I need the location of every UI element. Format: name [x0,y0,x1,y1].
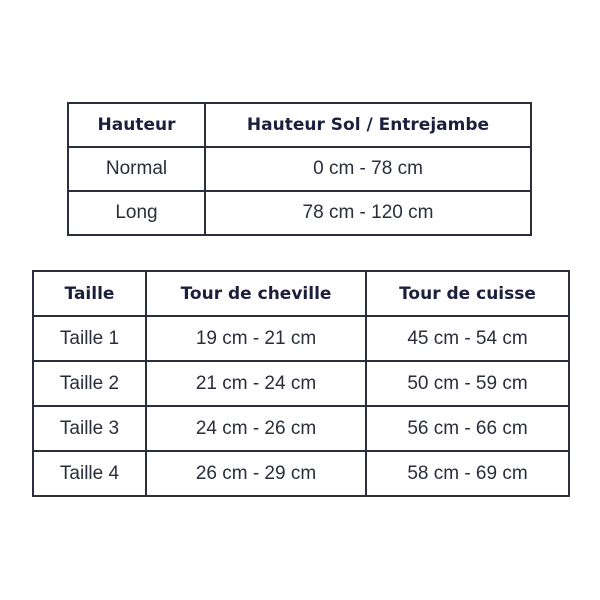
size-name-cell: Taille 3 [33,406,146,451]
height-name-cell: Long [68,191,205,235]
ankle-range-cell: 21 cm - 24 cm [146,361,366,406]
thigh-range-cell: 56 cm - 66 cm [366,406,569,451]
height-table [67,102,532,236]
size-name-cell: Taille 2 [33,361,146,406]
column-header-inseam: Hauteur Sol / Entrejambe [205,103,531,147]
table-header-row [33,271,569,316]
table-row [33,406,569,451]
column-header-ankle: Tour de cheville [146,271,366,316]
size-table [32,270,570,497]
ankle-range-cell: 24 cm - 26 cm [146,406,366,451]
size-name-cell: Taille 4 [33,451,146,496]
thigh-range-cell: 58 cm - 69 cm [366,451,569,496]
table-row [68,147,531,191]
table-row [68,191,531,235]
table-row [33,361,569,406]
ankle-range-cell: 26 cm - 29 cm [146,451,366,496]
inseam-range-cell: 0 cm - 78 cm [205,147,531,191]
table-row [33,451,569,496]
thigh-range-cell: 45 cm - 54 cm [366,316,569,361]
ankle-range-cell: 19 cm - 21 cm [146,316,366,361]
inseam-range-cell: 78 cm - 120 cm [205,191,531,235]
column-header-thigh: Tour de cuisse [366,271,569,316]
thigh-range-cell: 50 cm - 59 cm [366,361,569,406]
column-header-height: Hauteur [68,103,205,147]
column-header-size: Taille [33,271,146,316]
height-name-cell: Normal [68,147,205,191]
size-name-cell: Taille 1 [33,316,146,361]
table-row [33,316,569,361]
table-header-row [68,103,531,147]
